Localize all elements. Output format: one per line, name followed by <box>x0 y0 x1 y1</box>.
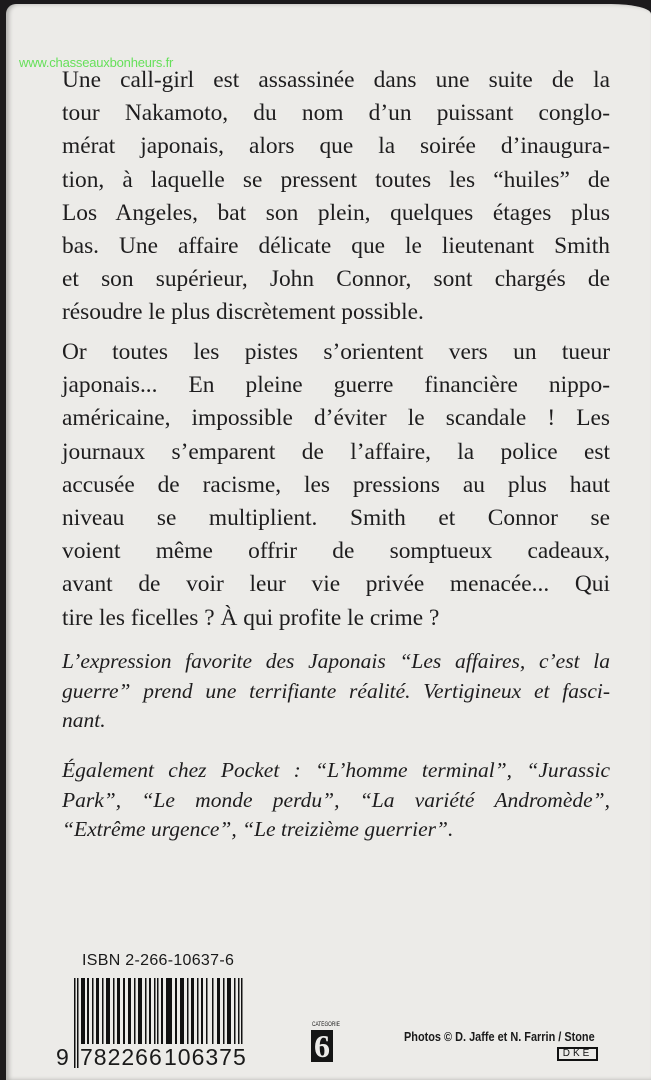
watermark: www.chasseauxbonheurs.fr <box>19 55 174 70</box>
text-line: tour Nakamoto, du nom d’un puissant conglo- <box>62 100 610 127</box>
text-line: nant. <box>62 708 106 733</box>
synopsis-paragraph-2 <box>62 336 610 635</box>
text-line: accusée de racisme, les pressions au plus haut <box>62 471 610 498</box>
text-line: guerre” prend une terrifiante réalité. Vertigineux et fasci- <box>62 678 610 703</box>
text-line: voient même offrir de somptueux cadeaux, <box>62 538 610 565</box>
text-line: Une call-girl est assassinée dans une suite de la <box>62 67 610 93</box>
text-line: mérat japonais, alors que la soirée d’inaugura- <box>62 133 610 160</box>
text-line: américaine, impossible d’éviter le scandale ! Les <box>62 405 610 432</box>
text-line: avant de voir leur vie privée menacée... Qui <box>62 571 610 598</box>
text-line: bas. Une affaire délicate que le lieutenant Smith <box>62 233 610 260</box>
text-line: journaux s’emparent de l’affaire, la police est <box>62 438 610 465</box>
text-line: tire les ficelles ? À qui profite le crime ? <box>62 604 440 631</box>
text-line: Park”, “Le monde perdu”, “La variété Andromède”, <box>62 787 610 812</box>
ean-left-group: 782266 <box>80 1044 163 1070</box>
text-line: résoudre le plus discrètement possible. <box>62 299 424 326</box>
dke-logo-icon: DKE <box>557 1047 598 1061</box>
isbn-label: ISBN 2-266-10637-6 <box>82 952 235 969</box>
text-line: L’expression favorite des Japonais “Les affaires, c’est la <box>62 649 610 673</box>
text-line: Los Angeles, bat son plein, quelques étages plus <box>62 199 610 226</box>
text-line: Or toutes les pistes s’orientent vers un tueur <box>62 339 610 365</box>
ean-first-digit: 9 <box>56 1044 69 1070</box>
text-line: niveau se multiplient. Smith et Connor se <box>62 505 610 532</box>
also-available <box>62 756 610 845</box>
text-line: Également chez Pocket : “L’homme terminal”, “Jurassic <box>62 758 610 782</box>
category-label: CATÉGORIE <box>312 1022 340 1028</box>
text-line: “Extrême urgence”, “Le treizième guerrier”. <box>62 817 454 842</box>
category-number: 6 <box>311 1030 333 1062</box>
ean-right-group: 106375 <box>164 1044 247 1070</box>
text-line: tion, à laquelle se pressent toutes les “huiles” de <box>62 166 610 193</box>
text-line: japonais... En pleine guerre financière nippo- <box>62 372 610 399</box>
tagline <box>62 647 610 736</box>
synopsis-paragraph-1 <box>62 64 610 330</box>
text-line: et son supérieur, John Connor, sont chargés de <box>62 266 610 293</box>
photo-credit: Photos © D. Jaffe et N. Farrin / Stone <box>404 1029 595 1044</box>
